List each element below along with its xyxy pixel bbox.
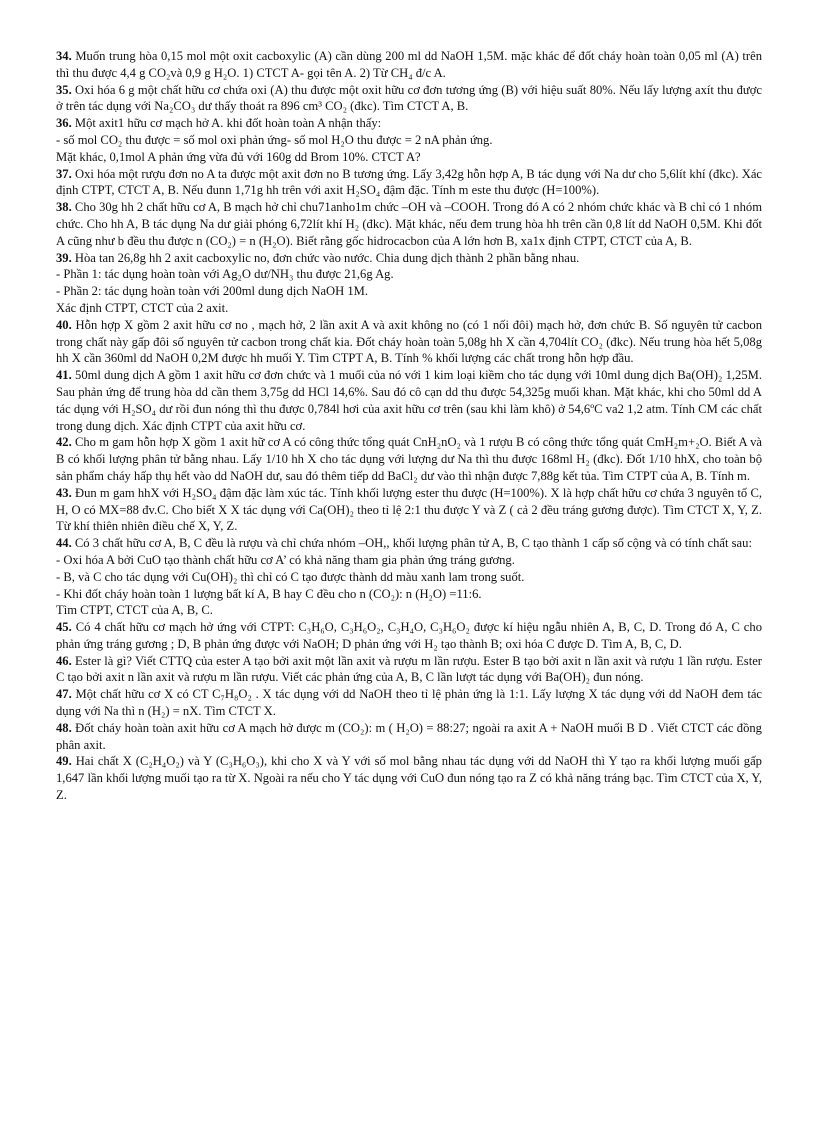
problem-number: 36.	[56, 116, 72, 131]
problem-text	[56, 199, 762, 249]
problem-block	[56, 115, 762, 165]
problem-number: 43.	[56, 485, 72, 500]
problem-text	[56, 535, 762, 552]
problem-line-text: Hai chất X (C₂H₄O₂) và Y (C₃H₆O₃), khi cho X và Y với số mol bằng nhau tác dụng với dd NaOH thì Y tạo ra khối lượng muối gấp 1,647 lần khối lượng muối tạo ra từ X. Ngoài ra nếu cho Y tác dụng với CuO đun nóng tạo ra Z có khả năng tráng bạc. Tìm CTCT của X, Y, Z.	[56, 754, 762, 803]
problem-text	[56, 653, 762, 687]
problem-text	[56, 250, 762, 267]
problem-subline	[56, 586, 762, 603]
problem-block	[56, 686, 762, 720]
problem-line-text: Có 4 chất hữu cơ mạch hở ứng với CTPT: C₃H₆O, C₃H₆O₂, C₃H₄O, C₃H₆O₂ được kí hiệu ngẫu nhiên A, B, C, D. Trong đó A, C cho phản ứng tráng gương ; D, B phản ứng được với NaOH; D phản ứng với H₂ tạo thành B; oxi hóa C được D. Tìm A, B, C, D.	[56, 620, 762, 651]
problem-block	[56, 48, 762, 82]
problem-block	[56, 653, 762, 687]
problem-line-text: Xác định CTPT, CTCT của 2 axit.	[56, 300, 229, 315]
problem-block	[56, 535, 762, 619]
problem-subline	[56, 300, 762, 317]
problem-number: 39.	[56, 250, 72, 265]
problem-subline	[56, 132, 762, 149]
problem-subline	[56, 283, 762, 300]
problem-number: 47.	[56, 687, 72, 702]
problem-line-text: Một axit1 hữu cơ mạch hở A. khi đốt hoàn toàn A nhận thấy:	[74, 116, 382, 131]
problem-line-text: - số mol CO₂ thu được = số mol oxi phản ứng- số mol H₂O thu được = 2 nA phản ứng.	[56, 132, 493, 147]
problem-line-text: - Oxi hóa A bởi CuO tạo thành chất hữu cơ A’ có khả năng tham gia phản ứng tráng gương.	[56, 552, 515, 567]
problem-text	[56, 434, 762, 484]
problem-block	[56, 720, 762, 754]
problem-number: 35.	[56, 82, 72, 97]
problem-number: 40.	[56, 317, 72, 332]
problem-line-text: Một chất hữu cơ X có CT C₇H₈O₂ . X tác dụng với dd NaOH theo tỉ lệ phản ứng là 1:1. Lấy lượng X tác dụng với dd NaOH đem tác dụng với Na thì n (H₂) = nX. Tìm CTCT X.	[56, 687, 763, 719]
problem-number: 41.	[56, 368, 72, 383]
problem-line-text: Đốt cháy hoàn toàn axit hữu cơ A mạch hở được m (CO₂): m ( H₂O) = 88:27; ngoài ra axit A + NaOH muối B D . Viết CTCT các đồng phân axit.	[56, 720, 762, 752]
problem-text	[56, 686, 762, 720]
problem-line-text: Cho m gam hỗn hợp X gồm 1 axit hữ cơ A có công thức tổng quát CnH₂nO₂ và 1 rượu B có công thức tổng quát CmH₂m+₂O. Biết A và B có khối lượng phân tử bằng nhau. Lấy 1/10 hh X cho tác dụng với lượng dư Na thì thu được 168ml H₂ (đkc). Đốt 1/10 hhX, cho toàn bộ sản phẩm cháy hấp thụ hết vào dd NaOH dư, sau đó thêm tiếp dd BaCl₂ dư vào thì nhận được 7,88g kết tủa. Tìm CTPT của A, B. Tính m.	[56, 435, 762, 483]
problem-text	[56, 82, 762, 116]
problem-line-text: Oxi hóa 6 g một chất hữu cơ chứa oxi (A) thu được một oxit hữu cơ đơn tương ứng (B) với hiệu suất 80%. Nếu lấy lượng axít thu được ở trên tác dụng với Na₂CO₃ dư thấy thoát ra 896 cm³ CO₂ (đkc). Tìm CTCT A, B.	[56, 82, 762, 114]
problem-line-text: 50ml dung dịch A gồm 1 axit hữu cơ đơn chức và 1 muối của nó với 1 kim loại kiềm cho tác dụng với 10ml dung dịch Ba(OH)₂ 1,25M. Sau phản ứng để trung hòa dd cần them 3,75g dd HCl 14,6%. Sau đó cô cạn dd thu được 54,325g muối khan. Mặt khác, khi cho 50ml dd A tác dụng với H₂SO₄ dư rồi đun nóng thì thu được 0,784l hơi của axit hữu cơ trên (sau khi làm khô) ở 54,6ºC va2 1,2 atm. Tính CM các chất trong dung dịch. Xác định CTPT của axit hữu cơ.	[56, 368, 762, 433]
problem-subline	[56, 149, 762, 166]
problem-line-text: Hòa tan 26,8g hh 2 axit cacboxylic no, đơn chức vào nước. Chia dung dịch thành 2 phần bằng nhau.	[74, 250, 580, 265]
problem-block	[56, 434, 762, 484]
problem-line-text: Muốn trung hòa 0,15 mol một oxit cacboxylic (A) cần dùng 200 ml dd NaOH 1,5M. mặc khác để đốt cháy hoàn toàn 0,05 ml (A) trên thì thu được 4,4 g CO₂và 0,9 g H₂O. 1) CTCT A- gọi tên A. 2) Từ CH₄ đ/c A.	[56, 49, 762, 80]
problem-line-text: - Phần 1: tác dụng hoàn toàn với Ag₂O dư/NH₃ thu được 21,6g Ag.	[56, 267, 394, 282]
problem-number: 48.	[56, 720, 72, 735]
problem-block	[56, 82, 762, 116]
problem-block	[56, 166, 762, 200]
problem-text	[56, 48, 762, 82]
problem-text	[56, 317, 762, 367]
problem-block	[56, 753, 762, 803]
problem-line-text: Có 3 chất hữu cơ A, B, C đều là rượu và chỉ chứa nhóm –OH,, khối lượng phân tử A, B, C tạo thành 1 cấp số cộng và có tính chất sau:	[74, 536, 752, 551]
problem-block	[56, 367, 762, 434]
problem-line-text: Ester là gì? Viết CTTQ của ester A tạo bởi axit một lần axit và rượu m lần rượu. Ester B tạo bởi axit n lần axit và rượu 1 lần rượu. Ester C tạo bởi axit n lần axit và rượu m lần rượu. Viết các phản ứng của A, B, C lần lượt tác dụng với Ba(OH)₂ đun nóng.	[56, 653, 762, 685]
problem-block	[56, 317, 762, 367]
problem-subline	[56, 266, 762, 283]
problem-text	[56, 720, 762, 754]
problem-block	[56, 619, 762, 653]
problem-number: 34.	[56, 49, 72, 63]
problem-text	[56, 367, 762, 434]
problem-number: 38.	[56, 200, 72, 215]
problem-line-text: Đun m gam hhX với H₂SO₄ đậm đặc làm xúc tác. Tính khối lượng ester thu được (H=100%). X là hợp chất hữu cơ chứa 3 nguyên tố C, H, O có MX=88 đv.C. Cho biết X X tác dụng với Ca(OH)₂ theo tỉ lệ 2:1 thu được Y và Z ( cả 2 đều tráng gương được). Tìm CTCT X, Y, Z. Từ khí thiên nhiên điều chế X, Y, Z.	[56, 485, 762, 534]
problem-number: 44.	[56, 536, 72, 551]
problem-number: 42.	[56, 435, 72, 450]
problem-block	[56, 199, 762, 249]
problem-number: 49.	[56, 754, 72, 769]
problem-number: 46.	[56, 653, 72, 668]
problem-text	[56, 753, 762, 803]
problem-line-text: - Khi đốt cháy hoàn toàn 1 lượng bất kí A, B hay C đều cho n (CO₂): n (H₂O) =11:6.	[56, 586, 482, 601]
problem-text	[56, 115, 762, 132]
problem-line-text: Tìm CTPT, CTCT của A, B, C.	[56, 603, 213, 618]
problem-block	[56, 250, 762, 317]
problem-line-text: - Phần 2: tác dụng hoàn toàn với 200ml dung dịch NaOH 1M.	[56, 284, 369, 299]
problem-number: 37.	[56, 166, 72, 181]
problem-number: 45.	[56, 620, 72, 635]
problem-text	[56, 619, 762, 653]
problem-block	[56, 485, 762, 535]
problem-text	[56, 166, 762, 200]
problem-line-text: - B, và C cho tác dụng với Cu(OH)₂ thì chỉ có C tạo được thành dd màu xanh lam trong suốt.	[56, 569, 525, 584]
problem-line-text: Hỗn hợp X gồm 2 axit hữu cơ no , mạch hở, 2 lần axit A và axit không no (có 1 nối đôi) mạch hở, đơn chức B. Số nguyên tử cacbon trong chất này gấp đôi số nguyên tử cacbon trong chất kia. Đốt cháy hoàn toàn 5,08g hh X cần 4,704lít CO₂ (đkc). Nếu trung hòa hết 5,08g hh X cần 360ml dd NaOH 0,2M được hh muối Y. Tìm CTPT A, B. Tính % khối lượng các chất trong hỗn hợp đầu.	[56, 317, 762, 366]
problem-line-text: Mặt khác, 0,1mol A phản ứng vừa đủ với 160g dd Brom 10%. CTCT A?	[56, 149, 421, 164]
problem-subline	[56, 552, 762, 569]
problem-line-text: Oxi hóa một rượu đơn no A ta được một axit đơn no B tương ứng. Lấy 3,42g hỗn hợp A, B tác dụng với Na dư cho 5,6lít khí (đkc). Xác định CTPT, CTCT A, B. Nếu đunn 1,71g hh trên với axit H₂SO₄ đậm đặc. Tính m este thu được (H=100%).	[56, 166, 762, 198]
problem-line-text: Cho 30g hh 2 chất hữu cơ A, B mạch hở chỉ chu71anho1m chức –OH và –COOH. Trong đó A có 2 nhóm chức khác và B chỉ có 1 nhóm chức. Cho hh A, B tác dụng Na dư giải phóng 6,72lít khí H₂ (đkc). Mặt khác, nếu đem trung hòa hh trên cần 0,8 lít dd NaOH 0,5M. Khi đốt A cũng như b đều thu được n (CO₂) = n (H₂O). Biết rằng gốc hidrocacbon của A lớn hơn B, xa1x định CTPT, CTCT của A, B.	[56, 200, 762, 248]
problem-subline	[56, 569, 762, 586]
problem-text	[56, 485, 762, 535]
problem-subline	[56, 602, 762, 619]
